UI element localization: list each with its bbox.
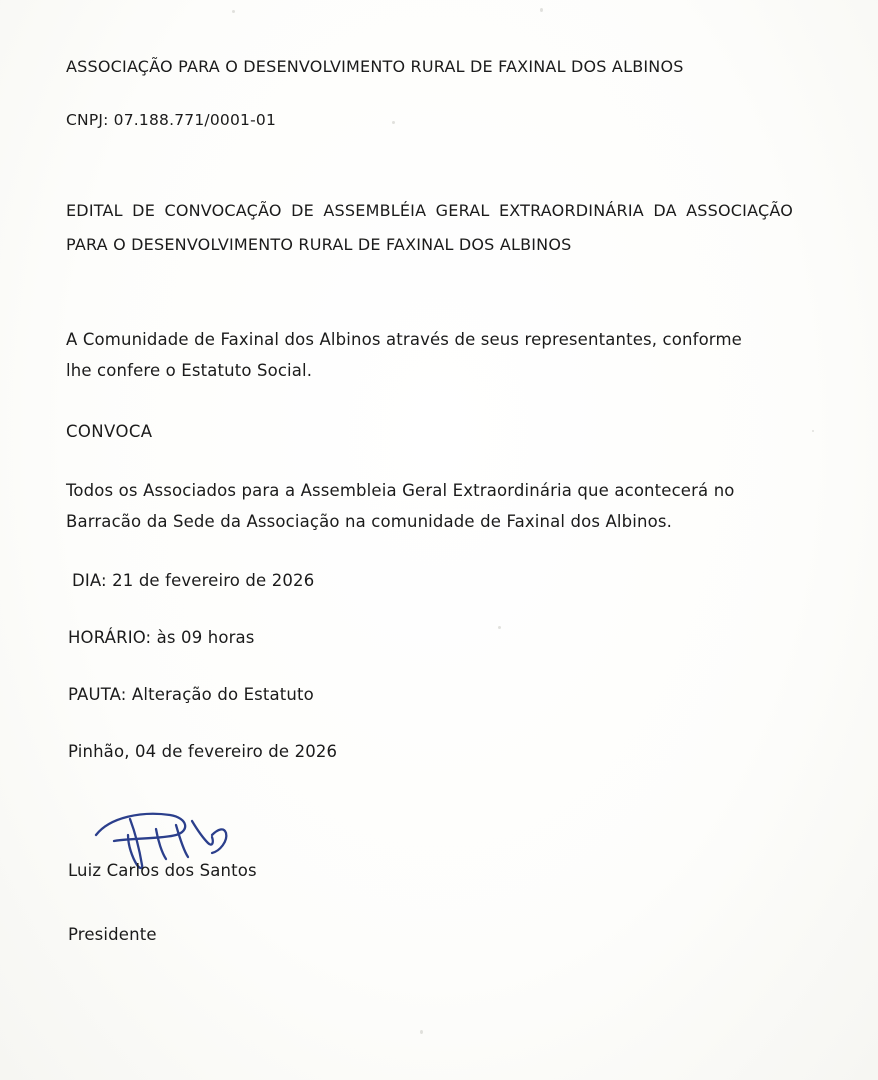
place-and-date: Pinhão, 04 de fevereiro de 2026 bbox=[68, 742, 338, 761]
document-title: EDITAL DE CONVOCAÇÃO DE ASSEMBLÉIA GERAL EXTRAORDINÁRIA DA ASSOCIAÇÃO PARA O DESENVOLVIMENTO RURAL DE FAXINAL DOS ALBINOS bbox=[66, 201, 793, 254]
intro-paragraph: A Comunidade de Faxinal dos Albinos através de seus representantes, conforme lhe confere o Estatuto Social. bbox=[66, 330, 742, 380]
organization-name: ASSOCIAÇÃO PARA O DESENVOLVIMENTO RURAL DE FAXINAL DOS ALBINOS bbox=[66, 57, 684, 76]
convoca-heading: CONVOCA bbox=[66, 422, 153, 441]
signature-area bbox=[66, 809, 794, 901]
cnpj-line: CNPJ: 07.188.771/0001-01 bbox=[66, 111, 277, 129]
body-paragraph: Todos os Associados para a Assembleia Geral Extraordinária que acontecerá no Barracão da Sede da Associação na comunidade de Faxinal dos Albinos. bbox=[66, 481, 735, 531]
detail-agenda: PAUTA: Alteração do Estatuto bbox=[68, 685, 314, 704]
detail-time: HORÁRIO: às 09 horas bbox=[68, 628, 255, 647]
signer-role: Presidente bbox=[68, 925, 157, 944]
detail-date: DIA: 21 de fevereiro de 2026 bbox=[72, 571, 315, 590]
signer-name: Luiz Carlos dos Santos bbox=[68, 861, 257, 880]
